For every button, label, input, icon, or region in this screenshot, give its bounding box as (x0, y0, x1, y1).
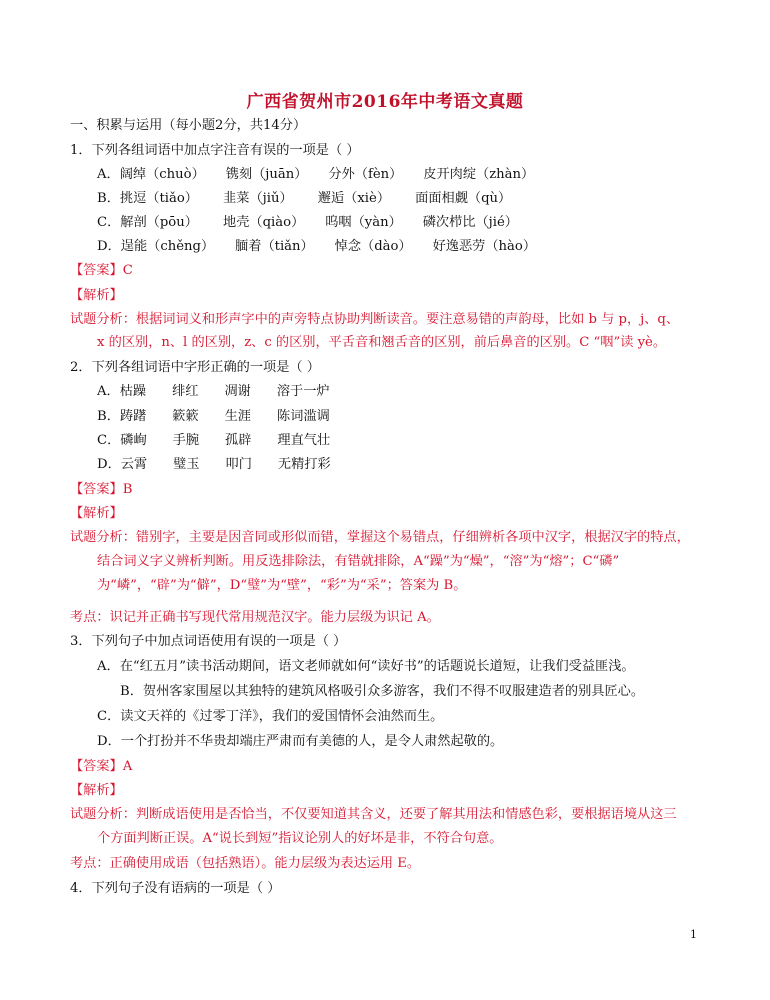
question-3-kaodian: 考点：正确使用成语（包括熟语）。能力层级为表达运用 E。 (70, 856, 421, 871)
word: 簌簌 (172, 409, 199, 424)
word: B．踌躇 (97, 409, 147, 424)
page-number: 1 (690, 928, 697, 941)
question-1-stem: 1．下列各组词语中加点字注音有误的一项是（ ） (70, 143, 360, 158)
question-3-stem: 3．下列句子中加点词语使用有误的一项是（ ） (70, 634, 347, 649)
question-3-analysis-line-1: 试题分析：判断成语使用是否恰当，不仅要知道其含义，还要了解其用法和情感色彩，要根据语境从这三 (70, 807, 677, 822)
question-3-option-c: C．读文天祥的《过零丁洋》，我们的爱国情怀会油然而生。 (97, 709, 444, 724)
question-2-option-c (97, 432, 356, 450)
question-4-stem: 4．下列句子没有语病的一项是（ ） (70, 881, 281, 896)
question-2-analysis-label: 【解析】 (70, 506, 123, 521)
section-heading: 一、积累与运用（每小题2分，共14分） (70, 118, 307, 133)
question-1-analysis-line-1: 试题分析：根据词词义和形声字中的声旁特点协助判断读音。要注意易错的声韵母，比如 b 与 p，j、q、 (70, 312, 680, 327)
question-2-option-b (97, 408, 356, 426)
word: 陈词滥调 (277, 409, 330, 424)
question-3-analysis-line-2: 个方面判断正误。A“说长到短”指议论别人的好坏是非，不符合句意。 (97, 831, 503, 846)
question-1-option-b: B．挑逗（tiǎo） 韭菜（jiǔ） 邂逅（xiè） 面面相觑（qù） (97, 191, 512, 206)
word: C．磷峋 (97, 433, 147, 448)
question-1-option-c: C．解剖（pōu） 地壳（qiào） 呜咽（yàn） 磷次栉比（jié） (97, 215, 518, 230)
word: 理直气壮 (277, 433, 331, 448)
page-title: 广西省贺州市2016年中考语文真题 (246, 92, 524, 112)
word: A．枯躁 (97, 384, 147, 399)
question-3-option-b: B．贺州客家围屋以其独特的建筑风格吸引众多游客，我们不得不叹服建造者的别具匠心。 (120, 684, 644, 699)
question-1-analysis-line-2: x 的区别，n、l 的区别，z、c 的区别，平舌音和翘舌音的区别，前后鼻音的区别。C “咽”读 yè。 (97, 335, 667, 350)
word: 叩门 (225, 457, 252, 472)
word: 溶于一炉 (276, 384, 330, 399)
question-2-analysis-line-2: 结合词义字义辨析判断。用反选排除法，有错就排除，A“躁”为“燥”，“溶”为“熔”；C“磷” (97, 554, 620, 569)
word: 绯红 (172, 384, 199, 399)
question-1-analysis-label: 【解析】 (70, 288, 123, 303)
question-3-analysis-label: 【解析】 (70, 783, 123, 798)
question-3-option-d: D．一个打扮并不华贵却端庄严肃而有美德的人，是令人肃然起敬的。 (97, 734, 504, 749)
question-2-stem: 2．下列各组词语中字形正确的一项是（ ） (70, 360, 320, 375)
word: 凋谢 (224, 384, 251, 399)
question-1-option-d: D．逞能（chěng） 腼着（tiǎn） 悼念（dào） 好逸恶劳（hào） (97, 239, 537, 254)
word: 无精打彩 (277, 457, 331, 472)
question-2-option-a (97, 383, 356, 401)
question-2-answer: 【答案】B (70, 482, 133, 497)
word: 璧玉 (173, 457, 200, 472)
question-3-option-a: A．在“红五月”读书活动期间，语文老师就如何“读好书”的话题说长道短，让我们受益匪浅。 (97, 659, 635, 674)
question-2-option-d (97, 456, 357, 474)
word: 孤辟 (225, 433, 252, 448)
question-2-kaodian: 考点：识记并正确书写现代常用规范汉字。能力层级为识记 A。 (70, 610, 440, 625)
question-1-answer: 【答案】C (70, 263, 133, 278)
question-1-option-a: A．阔绰（chuò） 镌刻（juān） 分外（fèn） 皮开肉绽（zhàn） (97, 167, 535, 182)
word: 生涯 (224, 409, 252, 424)
question-2-analysis-line-3: 为“嶙”，“辟”为“僻”，D“璧”为“壁”，“彩”为“采”；答案为 B。 (97, 578, 467, 593)
question-3-answer: 【答案】A (70, 759, 133, 774)
word: D．云霄 (97, 457, 148, 472)
word: 手腕 (172, 433, 200, 448)
question-2-analysis-line-1: 试题分析：错别字，主要是因音同或形似而错，掌握这个易错点，仔细辨析各项中汉字，根据汉字的特点， (70, 530, 690, 545)
